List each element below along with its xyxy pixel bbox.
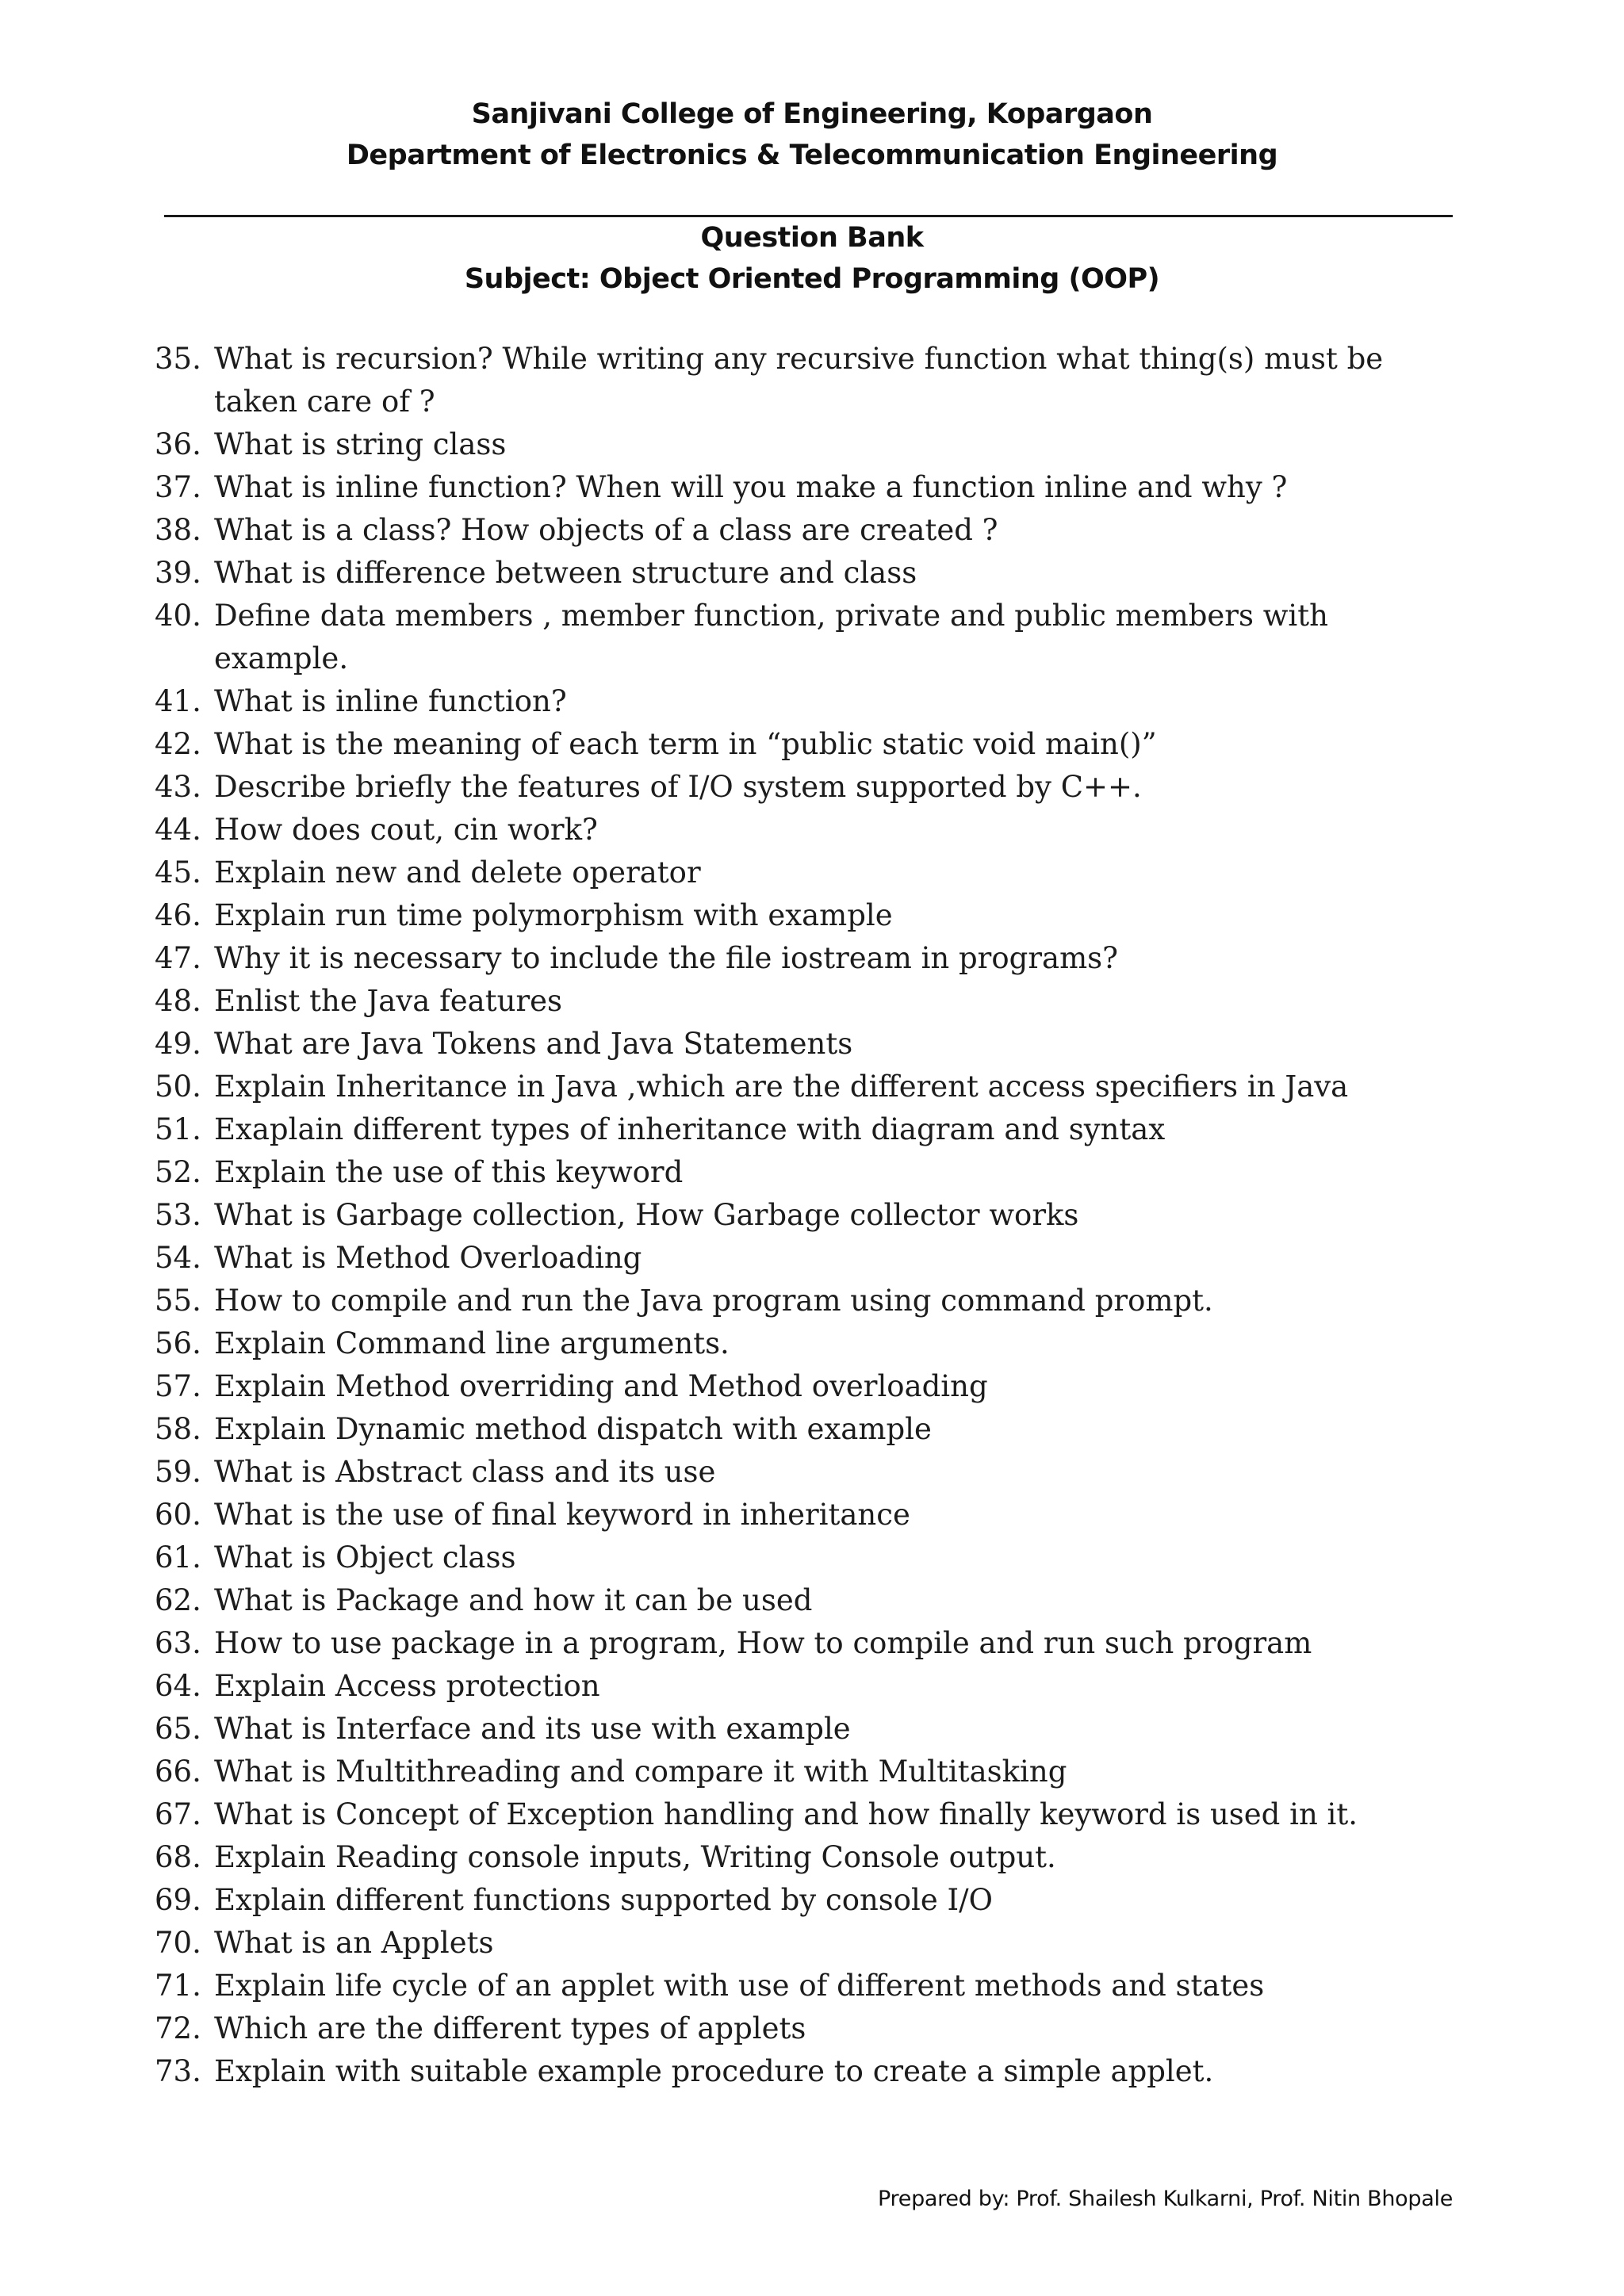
question-number: 58. <box>155 1412 201 1446</box>
question-number: 63. <box>155 1626 201 1660</box>
question-line: Which are the different types of applets <box>214 2011 806 2045</box>
question-number: 64. <box>155 1669 201 1703</box>
question-number: 42. <box>155 727 201 761</box>
question-line: What is Method Overloading <box>214 1241 642 1275</box>
question-item <box>0 1879 1624 1922</box>
question-number: 57. <box>155 1369 201 1403</box>
question-line: What is an Applets <box>214 1926 494 1960</box>
question-line: What is the meaning of each term in “public static void main()” <box>214 727 1157 761</box>
question-number: 49. <box>155 1027 201 1061</box>
question-text <box>214 766 1467 809</box>
question-line: Explain new and delete operator <box>214 855 701 890</box>
question-line: What is string class <box>214 427 507 461</box>
question-text <box>214 894 1467 937</box>
question-number: 48. <box>155 984 201 1018</box>
question-line: What is difference between structure and class <box>214 556 917 590</box>
question-text <box>214 1408 1467 1451</box>
question-item <box>0 1451 1624 1494</box>
question-line: How to compile and run the Java program using command prompt. <box>214 1284 1213 1318</box>
question-number: 61. <box>155 1540 201 1575</box>
question-item <box>0 851 1624 894</box>
question-item <box>0 1280 1624 1322</box>
question-text <box>214 809 1467 851</box>
question-text <box>214 595 1467 680</box>
question-number: 37. <box>155 470 201 504</box>
question-line: Explain Dynamic method dispatch with example <box>214 1412 932 1446</box>
prepared-by-footer: Prepared by: Prof. Shailesh Kulkarni, Prof. Nitin Bhopale <box>878 2187 1453 2211</box>
question-line: What is Concept of Exception handling and how finally keyword is used in it. <box>214 1797 1358 1831</box>
question-number: 51. <box>155 1112 201 1146</box>
question-number: 47. <box>155 941 201 975</box>
question-number: 71. <box>155 1969 201 2003</box>
question-text <box>214 338 1467 423</box>
question-number: 69. <box>155 1883 201 1917</box>
question-text <box>214 1922 1467 1965</box>
question-number: 65. <box>155 1712 201 1746</box>
question-item <box>0 1151 1624 1194</box>
question-line: taken care of ? <box>214 385 435 419</box>
question-line: What is recursion? While writing any recursive function what thing(s) must be <box>214 342 1384 376</box>
question-text <box>214 1751 1467 1793</box>
college-name: Sanjivani College of Engineering, Kopargaon <box>471 98 1153 130</box>
question-item <box>0 1108 1624 1151</box>
question-text <box>214 723 1467 766</box>
question-text <box>214 423 1467 466</box>
question-item <box>0 509 1624 552</box>
question-text <box>214 1536 1467 1579</box>
question-line: Exaplain different types of inheritance with diagram and syntax <box>214 1112 1166 1146</box>
question-text <box>214 466 1467 509</box>
question-line: Enlist the Java features <box>214 984 563 1018</box>
question-text <box>214 1879 1467 1922</box>
question-text <box>214 1494 1467 1536</box>
question-number: 53. <box>155 1198 201 1232</box>
question-text <box>214 1622 1467 1665</box>
question-line: What is Package and how it can be used <box>214 1583 813 1617</box>
question-text <box>214 1194 1467 1237</box>
question-item <box>0 1536 1624 1579</box>
question-text <box>214 1665 1467 1708</box>
question-line: Explain Command line arguments. <box>214 1326 730 1360</box>
question-list <box>0 338 1624 2093</box>
question-line: How to use package in a program, How to compile and run such program <box>214 1626 1312 1660</box>
question-line: Explain Access protection <box>214 1669 600 1703</box>
question-number: 52. <box>155 1155 201 1189</box>
question-line: What is Abstract class and its use <box>214 1455 716 1489</box>
question-number: 72. <box>155 2011 201 2045</box>
question-line: What is Garbage collection, How Garbage collector works <box>214 1198 1079 1232</box>
question-line: Define data members , member function, private and public members with <box>214 599 1328 633</box>
question-text <box>214 1237 1467 1280</box>
question-number: 38. <box>155 513 201 547</box>
question-line: What is Object class <box>214 1540 516 1575</box>
question-item <box>0 423 1624 466</box>
question-item <box>0 1793 1624 1836</box>
document-title: Question Bank <box>700 222 924 254</box>
question-item <box>0 809 1624 851</box>
question-item <box>0 680 1624 723</box>
question-item <box>0 1023 1624 1066</box>
question-text <box>214 1280 1467 1322</box>
question-line: What is a class? How objects of a class are created ? <box>214 513 998 547</box>
question-line: Explain run time polymorphism with example <box>214 898 893 932</box>
question-item <box>0 2007 1624 2050</box>
question-number: 54. <box>155 1241 201 1275</box>
question-item <box>0 2050 1624 2093</box>
question-number: 35. <box>155 342 201 376</box>
question-item <box>0 552 1624 595</box>
question-item <box>0 1579 1624 1622</box>
question-text <box>214 1365 1467 1408</box>
question-item <box>0 1408 1624 1451</box>
question-number: 73. <box>155 2054 201 2088</box>
question-number: 62. <box>155 1583 201 1617</box>
question-number: 56. <box>155 1326 201 1360</box>
question-line: Describe briefly the features of I/O system supported by C++. <box>214 770 1142 804</box>
question-line: What is Multithreading and compare it with Multitasking <box>214 1755 1067 1789</box>
question-item <box>0 1194 1624 1237</box>
question-text <box>214 1023 1467 1066</box>
question-line: What is inline function? <box>214 684 567 718</box>
question-item <box>0 1066 1624 1108</box>
question-number: 36. <box>155 427 201 461</box>
question-item <box>0 1965 1624 2007</box>
question-text <box>214 1965 1467 2007</box>
question-item <box>0 1836 1624 1879</box>
question-number: 68. <box>155 1840 201 1874</box>
question-number: 40. <box>155 599 201 633</box>
question-item <box>0 1751 1624 1793</box>
question-text <box>214 1793 1467 1836</box>
question-text <box>214 680 1467 723</box>
question-text <box>214 1579 1467 1622</box>
question-text <box>214 1451 1467 1494</box>
question-number: 66. <box>155 1755 201 1789</box>
question-number: 55. <box>155 1284 201 1318</box>
question-item <box>0 766 1624 809</box>
department-name: Department of Electronics & Telecommunication Engineering <box>346 140 1278 171</box>
question-item <box>0 1365 1624 1408</box>
header-divider <box>164 215 1453 217</box>
question-text <box>214 2007 1467 2050</box>
question-item <box>0 1622 1624 1665</box>
question-line: What is Interface and its use with example <box>214 1712 851 1746</box>
question-number: 41. <box>155 684 201 718</box>
question-line: Explain Reading console inputs, Writing Console output. <box>214 1840 1056 1874</box>
question-line: Explain with suitable example procedure to create a simple applet. <box>214 2054 1214 2088</box>
question-line: Explain Method overriding and Method overloading <box>214 1369 988 1403</box>
question-number: 43. <box>155 770 201 804</box>
question-item <box>0 338 1624 423</box>
question-text <box>214 1836 1467 1879</box>
question-item <box>0 1322 1624 1365</box>
question-number: 45. <box>155 855 201 890</box>
question-line: example. <box>214 641 349 675</box>
question-text <box>214 1708 1467 1751</box>
question-text <box>214 1066 1467 1108</box>
question-number: 59. <box>155 1455 201 1489</box>
question-text <box>214 552 1467 595</box>
question-line: What are Java Tokens and Java Statements <box>214 1027 853 1061</box>
question-number: 67. <box>155 1797 201 1831</box>
question-item <box>0 723 1624 766</box>
question-item <box>0 466 1624 509</box>
question-item <box>0 1708 1624 1751</box>
question-number: 70. <box>155 1926 201 1960</box>
question-line: Explain different functions supported by console I/O <box>214 1883 993 1917</box>
question-item <box>0 1494 1624 1536</box>
question-text <box>214 1108 1467 1151</box>
question-number: 60. <box>155 1498 201 1532</box>
question-line: What is the use of final keyword in inheritance <box>214 1498 910 1532</box>
question-text <box>214 2050 1467 2093</box>
question-number: 46. <box>155 898 201 932</box>
question-text <box>214 1151 1467 1194</box>
question-text <box>214 1322 1467 1365</box>
question-number: 39. <box>155 556 201 590</box>
question-line: Explain Inheritance in Java ,which are the different access specifiers in Java <box>214 1070 1349 1104</box>
subject-line: Subject: Object Oriented Programming (OOP) <box>464 263 1160 295</box>
question-item <box>0 1665 1624 1708</box>
question-item <box>0 894 1624 937</box>
question-text <box>214 851 1467 894</box>
question-line: How does cout, cin work? <box>214 813 598 847</box>
question-text <box>214 509 1467 552</box>
question-text <box>214 980 1467 1023</box>
question-line: What is inline function? When will you make a function inline and why ? <box>214 470 1288 504</box>
question-line: Explain life cycle of an applet with use of different methods and states <box>214 1969 1265 2003</box>
question-item <box>0 980 1624 1023</box>
question-item <box>0 595 1624 680</box>
question-line: Explain the use of this keyword <box>214 1155 684 1189</box>
question-item <box>0 937 1624 980</box>
question-line: Why it is necessary to include the file iostream in programs? <box>214 941 1118 975</box>
question-number: 44. <box>155 813 201 847</box>
question-item <box>0 1237 1624 1280</box>
question-number: 50. <box>155 1070 201 1104</box>
question-text <box>214 937 1467 980</box>
question-item <box>0 1922 1624 1965</box>
